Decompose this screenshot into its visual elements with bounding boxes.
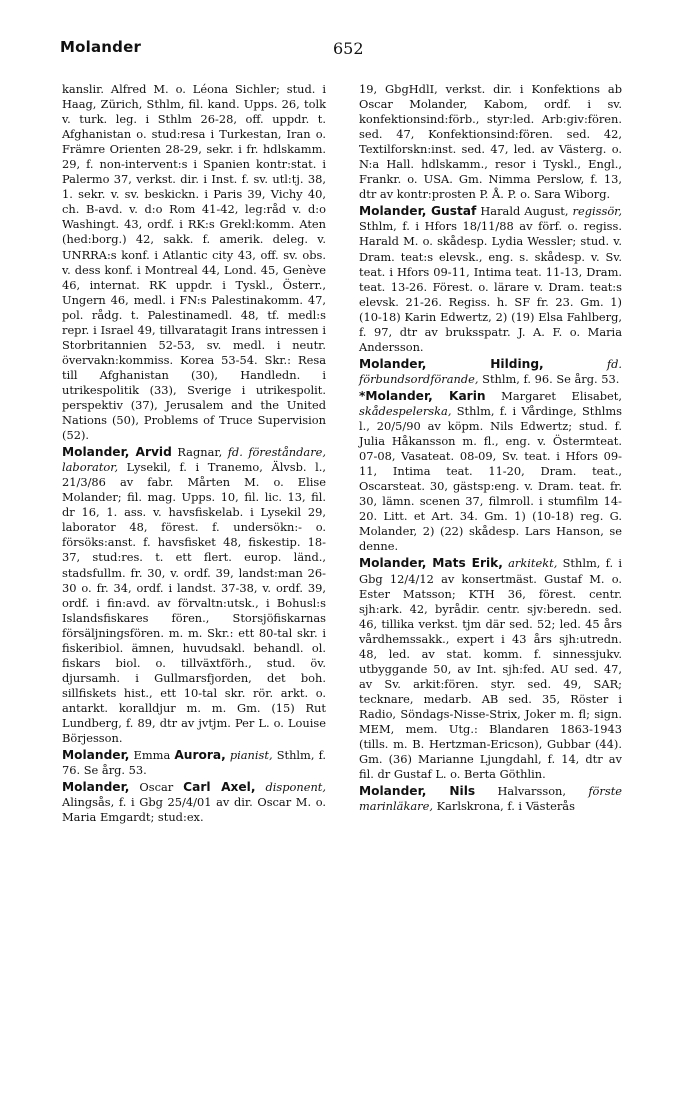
entry-given-names: Emma	[133, 748, 171, 763]
entry-continuation	[62, 82, 326, 443]
entry-continuation	[359, 82, 622, 202]
running-head-name: Molander	[60, 38, 142, 56]
entry-occupation: fd. föreståndare, laborator,	[62, 445, 327, 475]
entry-occupation: förste marinläkare,	[359, 784, 623, 814]
entry-text: Sthlm, f. i Hfors 18/11/88 av förf. o. regiss. Harald M. o. skådesp. Lydia Wessler; stud. v. Dram. teat:s elevsk., eng. s. skådesp. v. Sv. teat. i Hfors 09-11, Intima teat. 11-13, Dram. teat. 13-26. Förest. o. lärare v. Dram. teat:s elevsk. 21-26. Regiss. h. SF fr. 23. Gm. 1) (10-18) Karin Edwertz, 2) (19) Elsa Fahlberg, f. 97, dtr av bruksspatr. J. A. F. o. Maria Andersson.	[359, 219, 622, 354]
entry-molander-gustaf	[359, 204, 622, 354]
entry-given-names: Halvarsson,	[497, 784, 567, 799]
entry-text: kanslir. Alfred M. o. Léona Sichler; stud. i Haag, Zürich, Sthlm, fil. kand. Upps. 26, tolk v. turk. leg. i Sthlm 26-28, off. uppdr. t. Afghanistan o. stud:resa i Turkestan, Iran o. Främre Orienten 28-29, sekr. i fr. hdlskamm. 29, f. non-intervent:s i Spanien kontr:stat. i Palermo 37, verkst. dir. i Inst. f. sv. utl:tj. 38, 1. sekr. v. sv. beskickn. i Paris 39, Vichy 40, ch. B-avd. v. d:o Rom 41-42, leg:råd v. d:o Washingt. 43, ordf. i RK:s Grekl:komm. Aten (hed:borg.) 42, sakk. f. amerik. deleg. v. UNRRA:s konf. i Atlantic city 43, off. sv. obs. v. dess konf. i Montreal 44, Lond. 45, Genève 46, internat. RK uppdr. i Tyskl., Österr., Ungern 46, medl. i FN:s Palestinakomm. 47, pol. rådg. t. Palestinamedl. 48, tf. medl:s repr. i Israel 49, tillvaratagit Irans intressen i Storbritannien 52-53, sv. medl. i neutr. övervakn:kommiss. Korea 53-54. Skr.: Resa till Afghanistan (30), Handledn. i utrikespolitik (33), Sverige i utrikespolit. perspektiv (37), Jerusalem and the United Nations (50), Problems of Truce Supervision (52).	[62, 82, 326, 443]
entry-occupation: disponent,	[265, 780, 326, 795]
running-head	[60, 38, 620, 62]
page-number: 652	[333, 39, 364, 58]
entry-molander-nils	[359, 784, 622, 814]
entry-headword: Molander,	[62, 780, 130, 795]
entry-given-names: Margaret Elisabet,	[501, 388, 622, 403]
entry-headword: *Molander, Karin	[359, 388, 486, 403]
entry-text: Lysekil, f. i Tranemo, Älvsb. l., 21/3/86 av fabr. Mårten M. o. Elise Molander; fil. mag. Upps. 10, fil. lic. 13, fil. dr 16, 1. ass. v. havsfiskelab. i Lysekil 29, laborator 48, förest. f. undersökn:- o. försöks:anst. f. havsfisket 48, fiskestip. 18-37, stud:res. t. ett flert. europ. länd., stadsfullm. fr. 30, v. ordf. 39, landst:man 26-30 o. fr. 34, ordf. i landst. 37-38, v. ordf. 39, ordf. i fin:avd. av förvaltn:utsk., i Bohusl:s Islandsfiskares fören., Storsjöfiskarnas försäljningsfören. m. m. Skr.: ett 80-tal skr. i fiskeribiol. ämnen, huvudsakl. behandl. ol. fiskars biol. o. tillväxtförh., stud. öv. djursamh. i Gullmarsfjorden, det boh. sillfiskets hist., ett 10-tal skr. rör. arkt. o. antarkt. koralldjur m. m. Gm. (15) Rut Lundberg, f. 89, dtr av jvtjm. Per L. o. Louise Börjesson.	[62, 460, 326, 746]
entry-text: Karlskrona, f. i Västerås	[436, 799, 575, 814]
entry-text: Sthlm, f. i Gbg 12/4/12 av konsertmäst. Gustaf M. o. Ester Matsson; KTH 36, förest. centr. sjh:ark. 42, byrådir. centr. sjv:beredn. sed. 46, tillika verkst. tjm där sed. 52; led. 45 års vårdhemssakk., expert i 43 års sjh:utredn. 48, led. av stat. komm. f. sinnessjukv. utbyggande 50, av Int. sjh:fed. AU sed. 47, av Sv. arkit:fören. styr. sed. 49, SAR; tecknare, medarb. AB sed. 35, Röster i Radio, Söndags-Nisse-Strix, Joker m. fl; sign. MEM, mem. Utg.: Blandaren 1863-1943 (tills. m. B. Hertzman-Ericson), Gubbar (44). Gm. (36) Marianne Ljungdahl, f. 14, dtr av fil. dr Gustaf L. o. Berta Göthlin.	[359, 556, 622, 782]
entry-molander-carl-axel	[62, 780, 326, 825]
entry-called-name: Aurora,	[174, 748, 226, 763]
entry-text: Sthlm, f. 76. Se årg. 53.	[62, 748, 327, 778]
entry-occupation: regissör,	[572, 204, 622, 219]
entry-occupation: fd. förbundsordförande,	[359, 356, 622, 386]
entry-headword: Molander, Mats Erik,	[359, 556, 503, 571]
entry-given-names: Ragnar,	[177, 445, 223, 460]
entry-given-names: Oscar	[139, 780, 174, 795]
entry-given-names: Harald August,	[480, 204, 569, 219]
entry-text: Alingsås, f. i Gbg 25/4/01 av dir. Oscar M. o. Maria Emgardt; stud:ex.	[62, 795, 326, 825]
entry-occupation: skådespelerska,	[359, 403, 452, 418]
entry-called-name: Carl Axel,	[183, 780, 256, 795]
entry-molander-arvid	[62, 445, 326, 746]
entry-text: 19, GbgHdlI, verkst. dir. i Konfektions ab Oscar Molander, Kabom, ordf. i sv. konfektionsind:förb., styr:led. Arb:giv:fören. sed. 47, Konfektionsind:fören. sed. 42, Textilforskn:inst. sed. 47, led. av Västerg. o. N:a Hall. hdlskamm., resor i Tyskl., Engl., Frankr. o. USA. Gm. Nimma Perslow, f. 13, dtr av kontr:prosten P. Å. P. o. Sara Wiborg.	[359, 82, 622, 202]
entry-molander-aurora	[62, 748, 326, 778]
left-column	[62, 82, 326, 827]
entry-headword: Molander, Arvid	[62, 445, 172, 460]
entry-headword: Molander,	[62, 748, 130, 763]
entry-molander-mats-erik	[359, 556, 622, 782]
entry-molander-karin	[359, 389, 622, 555]
entry-text: Sthlm, f. i Vårdinge, Sthlms l., 20/5/90 av köpm. Nils Edwertz; stud. f. Julia Håkansson m. fl., eng. v. Östermteat. 07-08, Vasateat. 08-09, Sv. teat. i Hfors 09-11, Intima teat. 11-20, Dram. teat., Oscarsteat. 30, gästsp:eng. v. Dram. teat. fr. 30, lämn. scenen 37, filmroll. i stumfilm 14-20. Litt. et Art. 34. Gm. 1) (10-18) reg. G. Molander, 2) (22) skådesp. Lars Hanson, se denne.	[359, 403, 623, 554]
entry-occupation: arkitekt,	[508, 556, 558, 571]
entry-headword: Molander, Nils	[359, 784, 476, 799]
entry-molander-hilding	[359, 357, 622, 387]
entry-headword: Molander, Gustaf	[359, 204, 477, 219]
entry-text: Sthlm, f. 96. Se årg. 53.	[482, 371, 620, 386]
entry-occupation: pianist,	[229, 748, 273, 763]
entry-headword: Molander, Hilding,	[359, 356, 544, 371]
right-column	[359, 82, 622, 816]
